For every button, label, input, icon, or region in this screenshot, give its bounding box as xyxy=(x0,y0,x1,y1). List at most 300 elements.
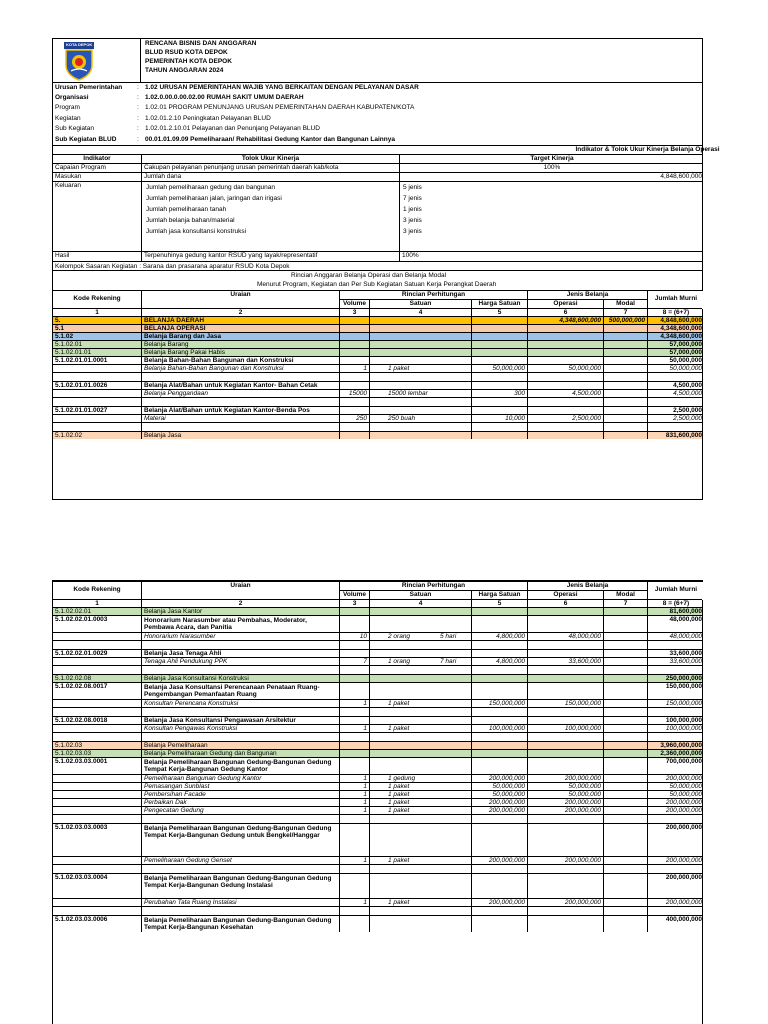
hasil-row xyxy=(53,251,702,261)
harga-cell xyxy=(471,708,527,716)
jumlah-cell: 57,000,000 xyxy=(647,341,704,348)
uraian-cell: Materai xyxy=(141,415,339,422)
harga-cell: 4,800,000 xyxy=(471,633,527,640)
hasil-tolok: Terpenuhinya gedung kantor RSUD yang layak/representatif xyxy=(141,252,399,261)
spacer xyxy=(53,299,141,308)
kode-cell xyxy=(53,708,141,716)
satuan-cell xyxy=(369,700,471,707)
spacer xyxy=(141,590,339,599)
table-row xyxy=(53,389,702,397)
satuan-cell xyxy=(369,717,471,724)
uraian-cell: Pembersihan Facade xyxy=(141,791,339,798)
operasi-cell xyxy=(527,325,603,332)
volume-cell xyxy=(339,641,369,649)
table-row xyxy=(53,741,702,749)
uraian-cell: Belanja Pemeliharaan Bangunan Gedung-Bangunan Gedung Tempat Kerja-Bangunan Gedung Instalasi xyxy=(141,874,339,898)
uraian-cell: Pengecatan Gedung xyxy=(141,807,339,814)
volume-cell xyxy=(339,916,369,932)
kode-cell xyxy=(53,398,141,406)
harga-cell xyxy=(471,683,527,699)
col-target: Target Kinerja xyxy=(399,155,704,163)
col-volume-header: Volume xyxy=(339,299,369,308)
uraian-cell xyxy=(141,733,339,741)
satuan-cell xyxy=(369,758,471,774)
info-value: 1.02 URUSAN PEMERINTAHAN WAJIB YANG BERKAITAN DENGAN PELAYANAN DASAR xyxy=(145,84,419,91)
jumlah-cell xyxy=(647,907,704,915)
col-number: 1 xyxy=(95,309,99,316)
uraian-cell: BELANJA DAERAH xyxy=(141,317,339,324)
satuan-cell xyxy=(369,865,471,873)
blank-row xyxy=(53,814,702,823)
masukan-tolok: Jumlah dana xyxy=(141,173,399,181)
harga-cell xyxy=(471,325,527,332)
operasi-cell xyxy=(527,641,603,649)
satuan-cell xyxy=(369,423,471,431)
operasi-cell xyxy=(527,349,603,356)
uraian-cell xyxy=(141,815,339,823)
uraian-cell xyxy=(141,708,339,716)
volume-cell xyxy=(339,423,369,431)
table-row xyxy=(53,749,702,757)
satuan-text: 1 paket xyxy=(388,799,410,806)
satuan-cell xyxy=(369,398,471,406)
volume-cell xyxy=(339,907,369,915)
col-jumlah-header: Jumlah Murni xyxy=(647,291,704,309)
jumlah-cell: 57,000,000 xyxy=(647,349,704,356)
kode-cell: 5.1.02.03.03.0003 xyxy=(55,824,108,831)
operasi-cell: 4,500,000 xyxy=(527,390,603,397)
modal-cell xyxy=(603,742,647,749)
modal-cell xyxy=(603,791,647,798)
table-header-row-2 xyxy=(53,590,702,599)
table-row xyxy=(53,406,702,414)
kode-cell xyxy=(53,633,141,640)
col-number: 2 xyxy=(141,600,339,607)
modal-cell xyxy=(603,857,647,864)
volume-cell xyxy=(339,357,369,364)
info-row xyxy=(53,135,702,145)
modal-cell xyxy=(603,916,647,932)
uraian-cell: Honorarium Narasumber atau Pembahas, Moderator, Pembawa Acara, dan Panitia xyxy=(141,616,339,632)
harga-cell xyxy=(471,333,527,340)
modal-cell xyxy=(603,398,647,406)
modal-cell xyxy=(603,325,647,332)
hasil-label: Hasil xyxy=(55,252,70,259)
info-row xyxy=(53,124,702,134)
uraian-cell: Belanja Barang dan Jasa xyxy=(141,333,339,340)
satuan-text: 1 gedung xyxy=(388,775,416,782)
col-number: 8 = (6+7) xyxy=(647,309,704,316)
jumlah-cell: 100,000,000 xyxy=(647,725,704,732)
jumlah-cell: 50,000,000 xyxy=(647,365,704,372)
volume-cell: 1 xyxy=(339,899,369,906)
uraian-cell: Belanja Jasa Konsultansi Pengawasan Arsitektur xyxy=(141,717,339,724)
kode-cell: 5.1.02.03.03.0006 xyxy=(55,916,108,923)
col-tolok: Tolok Ukur Kinerja xyxy=(141,155,399,163)
table-row xyxy=(53,856,702,864)
volume-cell xyxy=(339,865,369,873)
title-line: RENCANA BISNIS DAN ANGGARAN xyxy=(145,40,257,47)
volume-cell xyxy=(339,675,369,682)
blank-row xyxy=(53,906,702,915)
harga-cell xyxy=(471,824,527,856)
kode-cell xyxy=(53,666,141,674)
jumlah-cell: 4,348,600,000 xyxy=(647,333,704,340)
jumlah-cell xyxy=(647,865,704,873)
volume-cell xyxy=(339,733,369,741)
modal-cell xyxy=(603,824,647,856)
col-number: 7 xyxy=(603,600,647,607)
kode-cell: 5.1 xyxy=(55,325,65,332)
table-row xyxy=(53,898,702,906)
uraian-cell: Belanja Jasa xyxy=(141,432,339,439)
operasi-cell xyxy=(527,717,603,724)
modal-cell xyxy=(603,608,647,615)
modal-cell xyxy=(603,733,647,741)
volume-cell xyxy=(339,608,369,615)
kode-cell xyxy=(53,899,141,906)
jumlah-cell: 4,348,600,000 xyxy=(647,325,704,332)
col-satuan-header: Satuan xyxy=(369,299,471,308)
operasi-cell xyxy=(527,733,603,741)
col-number: 3 xyxy=(339,600,369,607)
info-label: Sub Kegiatan BLUD xyxy=(55,135,117,143)
table-row xyxy=(53,381,702,389)
volume-cell: 1 xyxy=(339,700,369,707)
satuan-cell xyxy=(369,775,471,782)
title-line: TAHUN ANGGARAN 2024 xyxy=(145,67,224,74)
kode-cell: 5.1.02.03 xyxy=(55,742,83,749)
table-row xyxy=(53,657,702,665)
kode-cell xyxy=(53,799,141,806)
col-number: 4 xyxy=(369,600,471,607)
kode-cell xyxy=(53,365,141,372)
col-number: 3 xyxy=(339,309,369,316)
jumlah-cell: 33,600,000 xyxy=(647,658,704,665)
info-value: 1.02.0.00.0.00.02.00 RUMAH SAKIT UMUM DAERAH xyxy=(145,93,304,101)
uraian-cell: Belanja Alat/Bahan untuk Kegiatan Kantor- Bahan Cetak xyxy=(141,382,339,389)
kode-cell: 5.1.02.02 xyxy=(55,432,83,439)
masukan-label: Masukan xyxy=(55,173,82,180)
jumlah-cell: 400,000,000 xyxy=(647,916,704,932)
keluaran-target: 5 jenis xyxy=(403,184,422,191)
table-header-row-2 xyxy=(53,299,702,308)
volume-cell: 1 xyxy=(339,783,369,790)
col-jenis-header: Jenis Belanja xyxy=(527,291,647,299)
col-rincian-header: Rincian Perhitungan xyxy=(339,582,527,590)
operasi-cell xyxy=(527,341,603,348)
satuan-cell xyxy=(369,650,471,657)
kode-cell: 5.1.02.03.03.0001 xyxy=(55,758,108,765)
operasi-cell xyxy=(527,608,603,615)
satuan-cell xyxy=(369,349,471,356)
satuan-text: 1 paket xyxy=(388,807,410,814)
harga-cell xyxy=(471,916,527,932)
modal-cell xyxy=(603,341,647,348)
table-row xyxy=(53,790,702,798)
harga-cell: 150,000,000 xyxy=(471,700,527,707)
operasi-cell: 200,000,000 xyxy=(527,899,603,906)
capaian-label: Capaian Program xyxy=(55,164,106,171)
jumlah-cell: 150,000,000 xyxy=(647,700,704,707)
uraian-cell: Belanja Bahan-Bahan Bangunan dan Konstruksi xyxy=(141,357,339,364)
uraian-cell: BELANJA OPERASI xyxy=(141,325,339,332)
harga-cell xyxy=(471,717,527,724)
table-row xyxy=(53,873,702,898)
satuan-text: 1 paket xyxy=(388,365,410,372)
uraian-cell: Belanja Alat/Bahan untuk Kegiatan Kantor-Benda Pos xyxy=(141,407,339,414)
table-row xyxy=(53,632,702,640)
satuan-text-2: 7 hari xyxy=(440,658,457,665)
jumlah-cell xyxy=(647,708,704,716)
operasi-cell xyxy=(527,874,603,898)
col-indikator: Indikator xyxy=(83,155,111,162)
kode-cell: 5.1.02.03.03 xyxy=(55,750,92,757)
jumlah-cell: 4,500,000 xyxy=(647,382,704,389)
blank-row xyxy=(53,422,702,431)
col-number: 4 xyxy=(369,309,471,316)
sasaran-text: Kelompok Sasaran Kegiatan : Sarana dan prasarana aparatur RSUD Kota Depok xyxy=(55,263,290,270)
info-row xyxy=(53,82,702,92)
budget-sheet-page-1 xyxy=(52,38,720,500)
harga-cell xyxy=(471,874,527,898)
masukan-target: 4,848,600,000 xyxy=(399,173,704,181)
volume-cell xyxy=(339,373,369,381)
operasi-cell xyxy=(527,824,603,856)
col-number: 5 xyxy=(471,309,527,316)
budget-sheet-page-2 xyxy=(52,580,703,1024)
modal-cell xyxy=(603,407,647,414)
kode-cell: 5. xyxy=(55,317,61,324)
harga-cell xyxy=(471,341,527,348)
kinerja-title-row xyxy=(53,145,720,154)
col-number: 8 = (6+7) xyxy=(647,600,704,607)
uraian-cell: Perubahan Tata Ruang Instalasi xyxy=(141,899,339,906)
info-label: Urusan Pemerintahan xyxy=(55,84,123,91)
volume-cell: 1 xyxy=(339,725,369,732)
table-row xyxy=(53,431,702,439)
uraian-cell: Pemeliharaan Gedung Genset xyxy=(141,857,339,864)
volume-cell: 250 xyxy=(339,415,369,422)
jumlah-cell: 50,000,000 xyxy=(647,357,704,364)
col-number: 2 xyxy=(141,309,339,316)
jumlah-cell: 3,960,000,000 xyxy=(647,742,704,749)
harga-cell: 300 xyxy=(471,390,527,397)
harga-cell xyxy=(471,398,527,406)
kode-cell xyxy=(53,725,141,732)
harga-cell: 4,800,000 xyxy=(471,658,527,665)
operasi-cell: 100,000,000 xyxy=(527,725,603,732)
col-uraian-header: Uraian xyxy=(141,582,339,590)
jumlah-cell: 200,000,000 xyxy=(647,799,704,806)
operasi-cell: 33,600,000 xyxy=(527,658,603,665)
harga-cell: 50,000,000 xyxy=(471,791,527,798)
capaian-tolok: Cakupan pelayanan penunjang urusan pemerintah daerah kab/kota xyxy=(141,164,399,172)
volume-cell: 1 xyxy=(339,775,369,782)
kode-cell: 5.1.02.01 xyxy=(55,341,83,348)
satuan-cell xyxy=(369,666,471,674)
modal-cell xyxy=(603,432,647,439)
uraian-cell: Pemeliharaan Bangunan Gedung Kantor xyxy=(141,775,339,782)
blank-row xyxy=(53,732,702,741)
table-row xyxy=(53,340,702,348)
modal-cell xyxy=(603,874,647,898)
uraian-cell xyxy=(141,666,339,674)
uraian-cell: Belanja Jasa Tenaga Ahli xyxy=(141,650,339,657)
harga-cell xyxy=(471,641,527,649)
table-row xyxy=(53,348,702,356)
info-label: Kegiatan xyxy=(55,114,81,122)
jumlah-cell: 700,000,000 xyxy=(647,758,704,774)
jumlah-cell: 2,500,000 xyxy=(647,415,704,422)
col-harga-header: Harga Satuan xyxy=(471,299,527,308)
table-row xyxy=(53,356,702,364)
logo-cell xyxy=(53,39,141,83)
kode-cell xyxy=(53,733,141,741)
volume-cell xyxy=(339,874,369,898)
keluaran-target: 1 jenis xyxy=(403,206,422,213)
satuan-cell xyxy=(369,325,471,332)
operasi-cell xyxy=(527,675,603,682)
jumlah-cell: 200,000,000 xyxy=(647,899,704,906)
operasi-cell xyxy=(527,916,603,932)
keluaran-item: Jumlah pemeliharaan tanah xyxy=(146,206,227,213)
harga-cell: 200,000,000 xyxy=(471,807,527,814)
operasi-cell: 200,000,000 xyxy=(527,857,603,864)
volume-cell xyxy=(339,432,369,439)
satuan-cell xyxy=(369,683,471,699)
keluaran-item: Jumlah jasa konsultansi konstruksi xyxy=(146,228,247,235)
uraian-cell: Belanja Pemeliharaan Bangunan Gedung-Bangunan Gedung Tempat Kerja-Bangunan Gedung untuk Bengkel/Hanggar xyxy=(141,824,339,856)
satuan-text: 2 orang xyxy=(388,633,411,640)
satuan-cell xyxy=(369,373,471,381)
volume-cell xyxy=(339,325,369,332)
kode-cell: 5.1.02.02.08.0017 xyxy=(55,683,108,690)
harga-cell: 50,000,000 xyxy=(471,783,527,790)
uraian-cell xyxy=(141,907,339,915)
table-row xyxy=(53,806,702,814)
info-value: 1.02.01.2.10 Peningkatan Pelayanan BLUD xyxy=(145,114,271,122)
masukan-row xyxy=(53,172,702,181)
volume-cell xyxy=(339,317,369,324)
table-row xyxy=(53,682,702,699)
modal-cell xyxy=(603,750,647,757)
keluaran-target: 3 jenis xyxy=(403,228,422,235)
keluaran-target-cell xyxy=(399,182,704,251)
modal-cell xyxy=(603,725,647,732)
satuan-cell xyxy=(369,641,471,649)
info-colon: : xyxy=(137,93,139,101)
col-operasi-header: Operasi xyxy=(527,590,603,599)
info-label: Sub Kegiatan xyxy=(55,125,95,132)
kode-cell: 5.1.02.02.08.0018 xyxy=(55,717,108,724)
kode-cell xyxy=(53,423,141,431)
modal-cell xyxy=(603,899,647,906)
kode-cell xyxy=(53,807,141,814)
uraian-cell: Belanja Penggandaan xyxy=(141,390,339,397)
col-satuan-header: Satuan xyxy=(369,590,471,599)
col-jumlah-header: Jumlah Murni xyxy=(647,582,704,600)
operasi-cell xyxy=(527,333,603,340)
info-value: 1.02.01 PROGRAM PENUNJANG URUSAN PEMERINTAHAN DAERAH KABUPATEN/KOTA xyxy=(145,104,415,111)
jumlah-cell xyxy=(647,815,704,823)
kode-cell xyxy=(53,775,141,782)
satuan-cell xyxy=(369,857,471,864)
info-colon: : xyxy=(137,135,139,143)
kode-cell: 5.1.02.02.01.0029 xyxy=(55,650,108,657)
kode-cell xyxy=(53,390,141,397)
satuan-cell xyxy=(369,658,471,665)
harga-cell xyxy=(471,865,527,873)
operasi-cell: 50,000,000 xyxy=(527,783,603,790)
uraian-cell: Belanja Barang xyxy=(141,341,339,348)
satuan-cell xyxy=(369,675,471,682)
keluaran-label: Keluaran xyxy=(55,182,82,189)
modal-cell xyxy=(603,641,647,649)
modal-cell xyxy=(603,423,647,431)
table-row xyxy=(53,798,702,806)
satuan-cell xyxy=(369,341,471,348)
modal-cell xyxy=(603,382,647,389)
col-number: 1 xyxy=(95,600,99,607)
blank-row xyxy=(53,665,702,674)
col-operasi-header: Operasi xyxy=(527,299,603,308)
kode-cell xyxy=(53,791,141,798)
jumlah-cell: 831,600,000 xyxy=(647,432,704,439)
table-row xyxy=(53,615,702,632)
satuan-text: 1 paket xyxy=(388,783,410,790)
kode-cell xyxy=(53,658,141,665)
jumlah-cell: 48,000,000 xyxy=(647,633,704,640)
uraian-cell: Pemasangan Sunblast xyxy=(141,783,339,790)
modal-cell xyxy=(603,365,647,372)
satuan-text: 1 paket xyxy=(388,700,410,707)
title-line: PEMERINTAH KOTA DEPOK xyxy=(145,58,232,65)
harga-cell xyxy=(471,432,527,439)
jumlah-cell xyxy=(647,641,704,649)
satuan-text: 1 orang xyxy=(388,658,411,665)
keluaran-target: 3 jenis xyxy=(403,217,422,224)
volume-cell xyxy=(339,616,369,632)
table-row xyxy=(53,649,702,657)
operasi-cell: 50,000,000 xyxy=(527,365,603,372)
satuan-cell xyxy=(369,899,471,906)
uraian-cell: Konsultan Pengawas Konstruksi xyxy=(141,725,339,732)
uraian-cell: Belanja Pemeliharaan xyxy=(141,742,339,749)
table-number-row xyxy=(53,308,702,316)
operasi-cell xyxy=(527,650,603,657)
info-row xyxy=(53,114,702,124)
table-row xyxy=(53,915,702,932)
col-number: 6 xyxy=(527,309,603,316)
modal-cell xyxy=(603,783,647,790)
harga-cell: 50,000,000 xyxy=(471,365,527,372)
operasi-cell xyxy=(527,750,603,757)
satuan-cell xyxy=(369,907,471,915)
blank-row xyxy=(53,707,702,716)
uraian-cell xyxy=(141,373,339,381)
jumlah-cell: 50,000,000 xyxy=(647,783,704,790)
keluaran-item: Jumlah belanja bahan/material xyxy=(146,217,235,224)
modal-cell xyxy=(603,390,647,397)
blank-row xyxy=(53,640,702,649)
modal-cell xyxy=(603,633,647,640)
volume-cell xyxy=(339,650,369,657)
modal-cell xyxy=(603,815,647,823)
col-rincian-header: Rincian Perhitungan xyxy=(339,291,527,299)
kode-cell: 5.1.02.03.03.0004 xyxy=(55,874,108,881)
table-header-row-1 xyxy=(53,581,702,593)
